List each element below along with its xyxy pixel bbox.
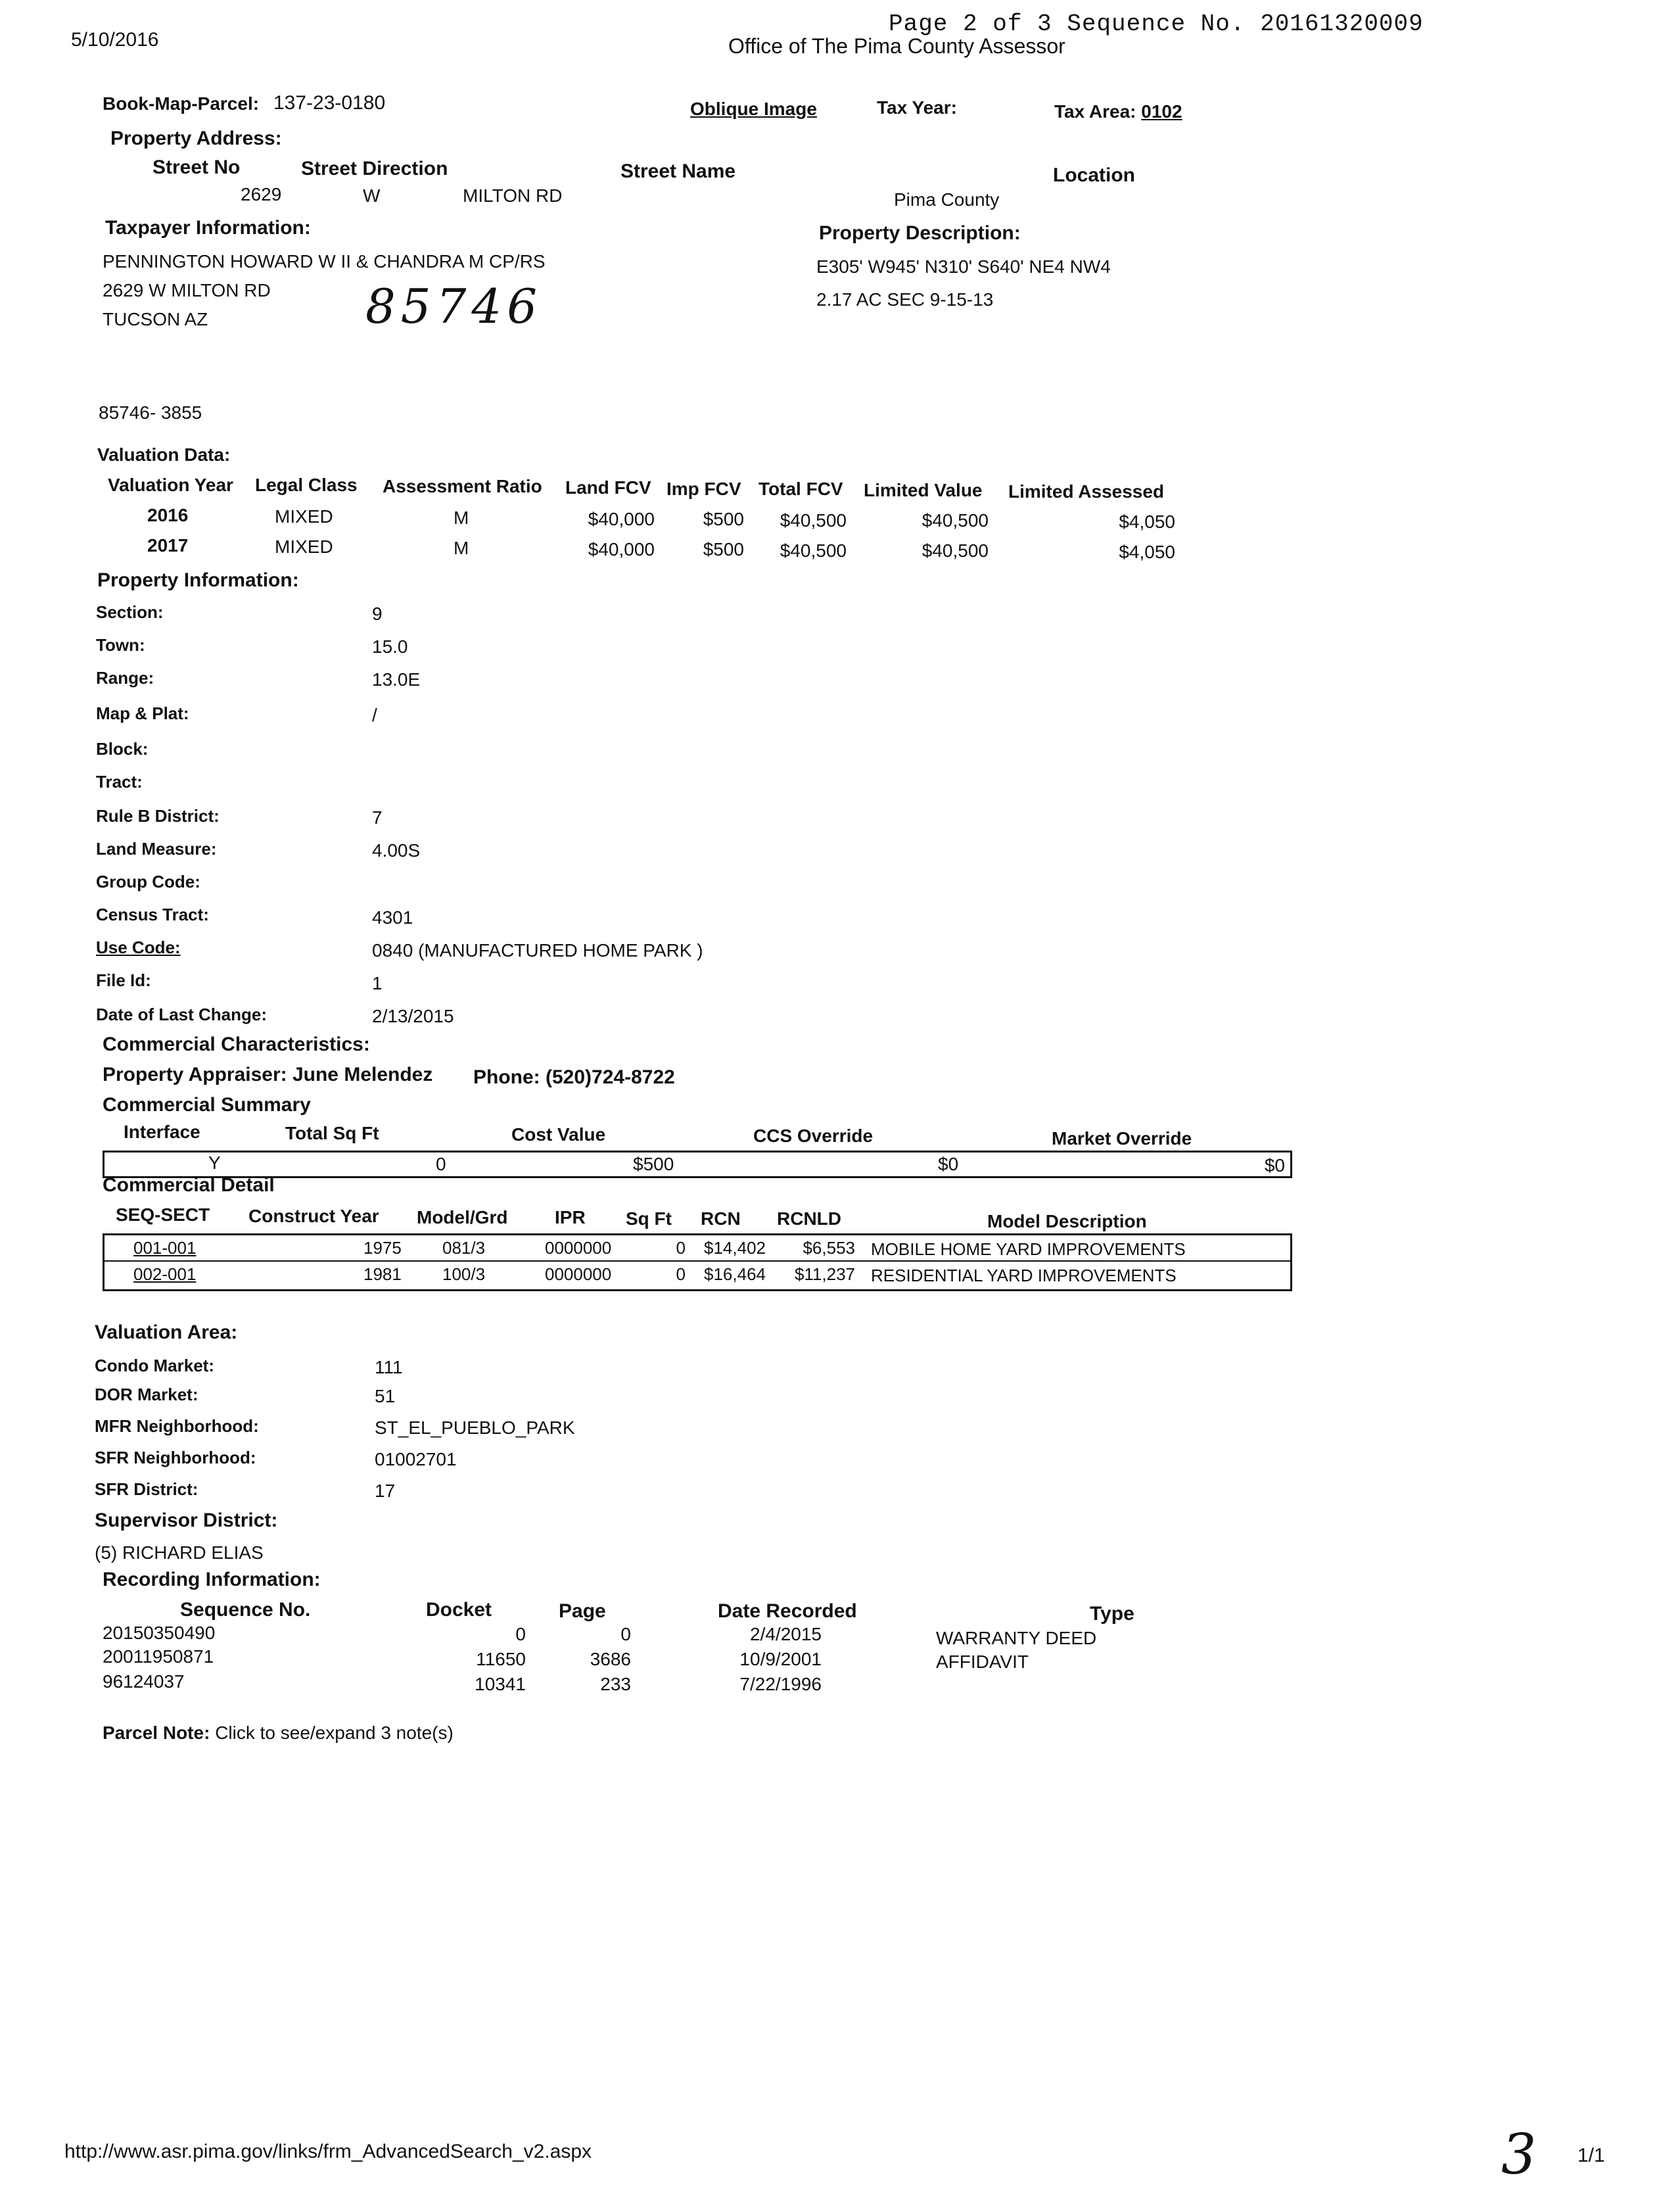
office-title: Office of The Pima County Assessor [728,34,1065,58]
mfr-neighborhood-value: ST_EL_PUEBLO_PARK [375,1417,575,1438]
street-direction-label: Street Direction [301,158,448,179]
handwritten-zip: 85746 [365,279,543,334]
town-value: 15.0 [372,636,408,657]
last-change-value: 2/13/2015 [372,1006,454,1026]
legal-class: MIXED [275,506,333,527]
recording-date: 2/4/2015 [750,1624,822,1644]
land-fcv: $40,000 [588,539,655,559]
sfr-neighborhood-value: 01002701 [375,1449,457,1469]
recording-information-label: Recording Information: [103,1569,321,1590]
type-header: Type [1090,1603,1134,1625]
condo-market-value: 111 [375,1357,403,1377]
total-sqft-header: Total Sq Ft [285,1123,379,1143]
seq-sect-link[interactable]: 001-001 [133,1238,197,1258]
census-tract-label: Census Tract: [96,905,209,924]
total-fcv: $40,500 [780,510,847,531]
recording-page: 233 [600,1674,631,1694]
market-override-header: Market Override [1052,1128,1192,1149]
bmp-label: Book-Map-Parcel: [103,93,260,114]
commercial-characteristics-label: Commercial Characteristics: [103,1034,370,1055]
use-code-value: 0840 (MANUFACTURED HOME PARK ) [372,940,703,961]
limited-value: $40,500 [922,510,989,531]
imp-fcv-header: Imp FCV [666,479,741,499]
last-change-label: Date of Last Change: [96,1005,268,1024]
valuation-year-header: Valuation Year [108,475,233,495]
imp-fcv: $500 [703,509,744,529]
recording-sequence-no: 20011950871 [103,1646,214,1667]
block-label: Block: [96,739,149,759]
bmp-value: 137-23-0180 [273,92,386,114]
seq-sect-header: SEQ-SECT [116,1204,210,1225]
footer-url: http://www.asr.pima.gov/links/frm_AdvancedSearch_v2.aspx [64,2141,592,2162]
model-grd-header: Model/Grd [417,1207,508,1227]
sqft: 0 [676,1264,686,1284]
imp-fcv: $500 [703,539,744,559]
print-date: 5/10/2016 [71,29,159,51]
street-name-value: MILTON RD [463,185,563,206]
construct-year-header: Construct Year [248,1206,379,1226]
taxpayer-label: Taxpayer Information: [105,217,311,239]
total-fcv: $40,500 [780,540,847,561]
interface-header: Interface [124,1122,200,1142]
total-sqft-value: 0 [436,1154,446,1174]
seq-sect-link[interactable]: 002-001 [133,1264,197,1284]
appraiser-phone: Phone: (520)724-8722 [473,1066,675,1088]
construct-year: 1981 [363,1264,402,1284]
row-divider [105,1260,1290,1262]
map-plat-label: Map & Plat: [96,703,189,723]
description-line-2: 2.17 AC SEC 9-15-13 [816,289,994,310]
town-label: Town: [96,635,145,655]
recording-date: 10/9/2001 [739,1649,822,1669]
parcel-note[interactable] [103,1723,454,1744]
supervisor-district-value: (5) RICHARD ELIAS [95,1542,264,1563]
taxpayer-zip: 85746- 3855 [99,402,202,423]
mfr-neighborhood-label: MFR Neighborhood: [95,1416,259,1436]
limited-value-header: Limited Value [864,480,983,500]
legal-class: MIXED [275,536,333,557]
date-recorded-header: Date Recorded [718,1600,857,1622]
limited-assessed: $4,050 [1119,542,1175,562]
recording-date: 7/22/1996 [739,1674,822,1694]
market-override-value: $0 [1264,1155,1285,1176]
rcn-header: RCN [701,1208,741,1229]
land-measure-label: Land Measure: [96,839,217,859]
condo-market-label: Condo Market: [95,1356,214,1375]
valuation-year: 2017 [147,535,189,556]
ipr-header: IPR [555,1207,586,1227]
file-id-label: File Id: [96,970,151,990]
land-measure-value: 4.00S [372,840,421,861]
property-information-label: Property Information: [97,569,299,591]
limited-assessed-header: Limited Assessed [1008,481,1165,502]
limited-assessed: $4,050 [1119,511,1175,532]
cost-value-header: Cost Value [511,1124,606,1145]
property-appraiser: Property Appraiser: June Melendez [103,1064,433,1085]
location-label: Location [1053,164,1135,186]
sfr-neighborhood-label: SFR Neighborhood: [95,1448,256,1467]
page-sequence-info: Page 2 of 3 Sequence No. 20161320009 [889,11,1424,37]
rcnld-header: RCNLD [777,1208,841,1229]
sequence-no-header: Sequence No. [180,1599,311,1621]
cost-value: $500 [633,1154,674,1174]
rcn: $16,464 [704,1264,766,1284]
docket-header: Docket [426,1599,492,1621]
tax-area-value[interactable]: 0102 [1141,101,1182,122]
model-description: RESIDENTIAL YARD IMPROVEMENTS [871,1266,1177,1285]
recording-sequence-no: 96124037 [103,1671,185,1692]
ipr: 0000000 [545,1264,612,1284]
assessment-ratio-header: Assessment Ratio [383,476,542,496]
page-count: 1/1 [1577,2145,1605,2166]
total-fcv-header: Total FCV [758,479,843,499]
location-value: Pima County [894,189,1000,210]
recording-docket: 0 [515,1624,526,1644]
tract-label: Tract: [96,772,143,792]
ccs-override-header: CCS Override [753,1126,874,1146]
rcn: $14,402 [704,1238,766,1258]
page-header: Page [559,1600,606,1622]
sqft: 0 [676,1238,686,1258]
street-no-label: Street No [152,156,241,178]
property-address-label: Property Address: [110,128,282,149]
use-code-link[interactable]: Use Code: [96,938,181,957]
description-line-1: E305' W945' N310' S640' NE4 NW4 [816,256,1111,277]
model-description-header: Model Description [987,1211,1147,1231]
commercial-detail-label: Commercial Detail [103,1174,275,1196]
dor-market-label: DOR Market: [95,1385,198,1404]
model-description: MOBILE HOME YARD IMPROVEMENTS [871,1239,1186,1259]
taxpayer-name: PENNINGTON HOWARD W II & CHANDRA M CP/RS [103,251,546,272]
group-code-label: Group Code: [96,872,200,892]
taxpayer-city: TUCSON AZ [103,309,208,329]
taxpayer-street: 2629 W MILTON RD [103,280,271,300]
recording-docket: 10341 [475,1674,526,1694]
rule-b-district-label: Rule B District: [96,806,220,826]
commercial-summary-row [103,1151,1292,1178]
sfr-district-label: SFR District: [95,1479,198,1499]
street-no-value: 2629 [241,184,282,204]
assessment-ratio: M [454,538,469,558]
parcel-note-expand-link[interactable]: Click to see/expand 3 note(s) [215,1723,454,1743]
handwritten-page-mark: 3 [1501,2122,1537,2187]
sfr-district-value: 17 [375,1481,396,1501]
assessment-ratio: M [454,508,469,528]
street-name-label: Street Name [620,160,736,182]
recording-page: 0 [620,1624,631,1644]
parcel-note-label: Parcel Note: [103,1723,210,1743]
rcnld: $11,237 [794,1264,855,1284]
construct-year: 1975 [363,1238,402,1258]
range-label: Range: [96,668,154,688]
sqft-header: Sq Ft [626,1208,672,1229]
limited-value: $40,500 [922,540,989,561]
section-value: 9 [372,604,383,624]
valuation-area-label: Valuation Area: [95,1321,238,1343]
ccs-override-value: $0 [938,1154,959,1174]
commercial-summary-label: Commercial Summary [103,1094,311,1116]
valuation-year: 2016 [147,505,189,525]
recording-docket: 11650 [476,1649,526,1669]
recording-type: AFFIDAVIT [936,1652,1029,1672]
oblique-image-link[interactable]: Oblique Image [690,99,817,119]
tax-area-label: Tax Area: 0102 [1054,101,1182,122]
supervisor-district-label: Supervisor District: [95,1510,278,1531]
rcnld: $6,553 [803,1238,855,1258]
interface-value: Y [208,1153,221,1173]
recording-type: WARRANTY DEED [936,1628,1097,1648]
census-tract-value: 4301 [372,907,413,928]
model-grd: 081/3 [442,1238,486,1258]
range-value: 13.0E [372,669,421,690]
commercial-detail-table [103,1233,1292,1291]
legal-class-header: Legal Class [255,475,358,495]
map-plat-value: / [372,705,377,725]
tax-year-label: Tax Year: [877,97,957,118]
file-id-value: 1 [372,973,383,993]
street-direction-value: W [363,185,381,206]
land-fcv-header: Land FCV [565,477,651,498]
model-grd: 100/3 [442,1264,486,1284]
rule-b-district-value: 7 [372,807,383,828]
land-fcv: $40,000 [588,509,655,529]
recording-page: 3686 [590,1649,631,1669]
ipr: 0000000 [545,1238,612,1258]
recording-sequence-no: 20150350490 [103,1623,216,1643]
section-label: Section: [96,602,164,622]
valuation-data-label: Valuation Data: [97,444,231,465]
property-description-label: Property Description: [819,222,1021,244]
dor-market-value: 51 [375,1386,396,1406]
